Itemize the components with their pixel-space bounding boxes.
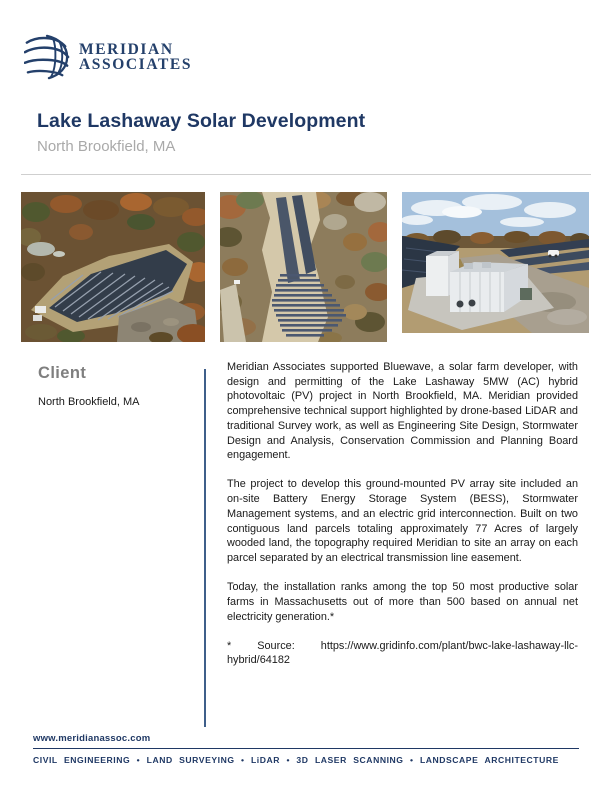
paragraph-overview: Meridian Associates supported Bluewave, a solar farm developer, with design and permitting of the Lake Lashaway 5MW (AC) hybrid photovoltaic (PV) project in North Brookfield, MA. Meridian provided comprehensive technical support highlighted by drone-based LiDAR and traditional Survey work, as well as Engineering Site Design, Stormwater Design and Analysis, Conservation Commission and Planning Board engagement.: [227, 361, 578, 462]
website-link[interactable]: www.meridianassoc.com: [33, 733, 151, 744]
logo-wordmark: [79, 42, 192, 72]
vertical-divider: [204, 369, 206, 727]
services-list: CIVIL ENGINEERING • LAND SURVEYING • LiDAR • 3D LASER SCANNING • LANDSCAPE ARCHITECTURE: [33, 755, 559, 765]
photo-solar-array-autumn-aerial: [21, 192, 205, 342]
project-description: [227, 360, 578, 668]
title-divider: [21, 174, 591, 175]
logo-line-1: MERIDIAN: [79, 41, 174, 58]
client-section: [38, 364, 188, 408]
page-subtitle: North Brookfield, MA: [37, 138, 176, 155]
logo-line-2: ASSOCIATES: [79, 56, 193, 73]
page-title: Lake Lashaway Solar Development: [37, 110, 366, 132]
title-block: [37, 110, 365, 155]
paragraph-source-note: * Source: https://www.gridinfo.com/plant/bwc-lake-lashaway-llc-hybrid/64182: [227, 639, 578, 667]
client-value: North Brookfield, MA: [38, 396, 140, 408]
paragraph-scope: The project to develop this ground-mounted PV array site included an on-site Battery Energy Storage System (BESS), Stormwater Management systems, and an electric grid interconnection. Built on two contiguous land parcels totaling approximately 77 Acres of largely wooded land, the topography required Meridian to site an array on each parcel separated by an electrical transmission line easement.: [227, 478, 578, 564]
globe-meridians-icon: [24, 33, 70, 81]
photo-solar-array-high-aerial: [220, 192, 387, 342]
footer-divider: [33, 748, 579, 749]
company-logo: [24, 33, 192, 81]
photo-strip: [21, 192, 589, 342]
client-heading: Client: [38, 364, 87, 382]
photo-battery-storage-site: [402, 192, 589, 333]
paragraph-ranking: Today, the installation ranks among the top 50 most productive solar farms in Massachusetts out of more than 500 based on annual net electricity generation.*: [227, 581, 578, 623]
